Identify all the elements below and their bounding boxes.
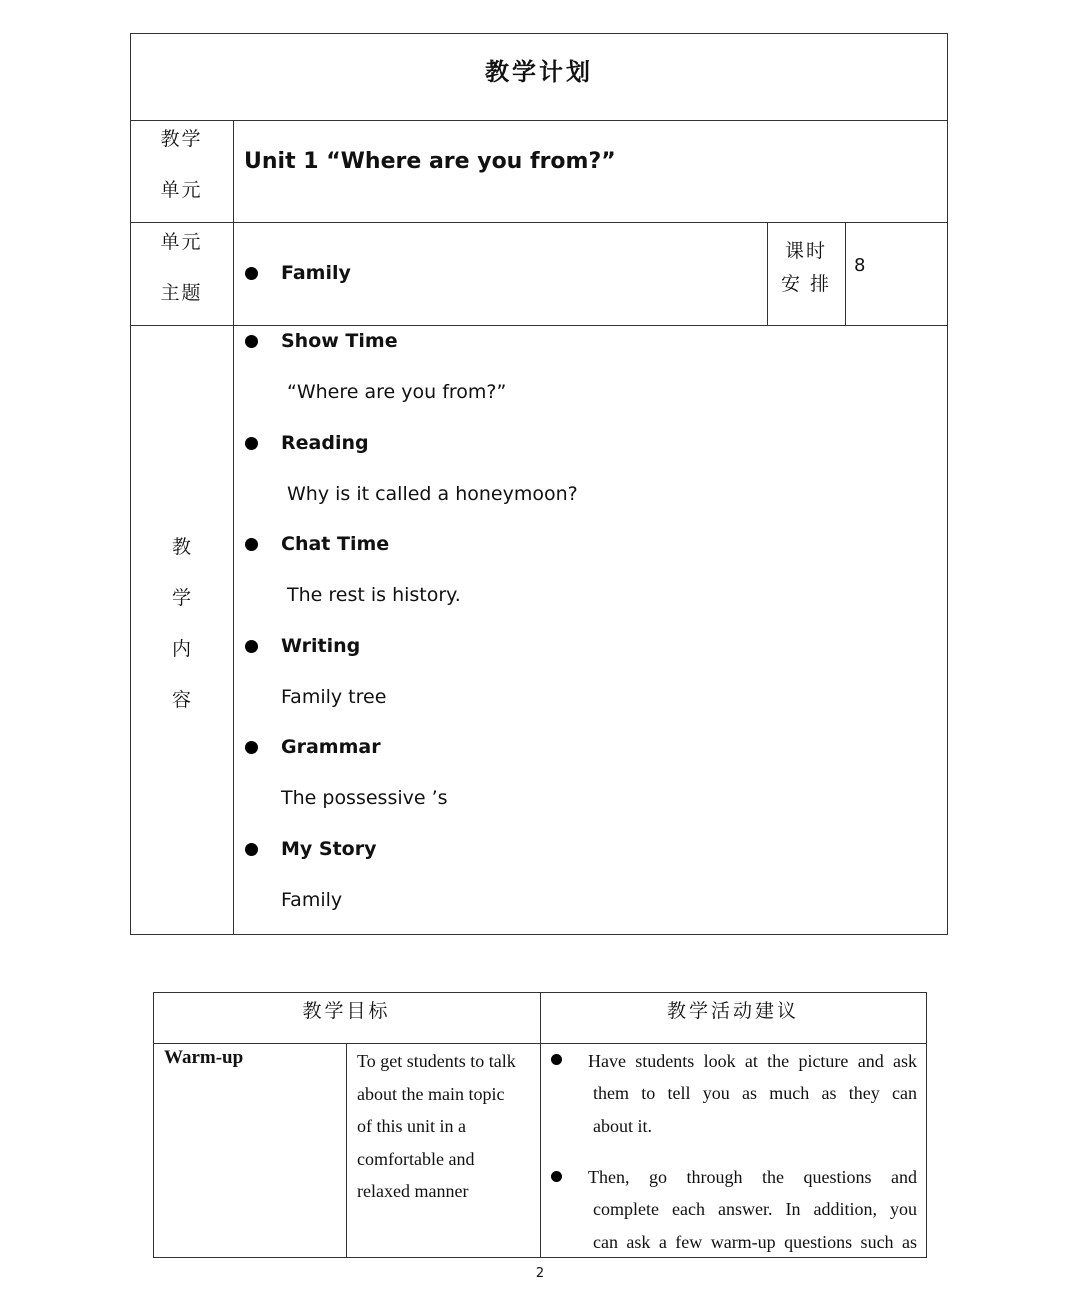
stage-label: Warm-up (164, 1047, 244, 1068)
objective-line: relaxed manner (357, 1181, 469, 1201)
content-item-heading: My Story (281, 838, 377, 860)
plan-divider (130, 325, 948, 326)
content-item-detail: “Where are you from?” (287, 381, 507, 403)
plan-border-right (947, 33, 948, 935)
plan-title: 教学计划 (485, 57, 593, 86)
content-item-detail: The rest is history. (287, 584, 461, 606)
bullet-icon (551, 1054, 562, 1065)
content-item-heading: Grammar (281, 736, 381, 758)
plan-divider (130, 120, 948, 121)
plan-border-bottom (130, 934, 948, 935)
plan-divider (130, 222, 948, 223)
suggestion-text (593, 1077, 917, 1142)
plan-border-left (130, 33, 131, 935)
content-item-heading: Show Time (281, 330, 398, 352)
content-item-heading: Chat Time (281, 533, 390, 555)
suggestion-line: can ask a few warm-up questions such as (593, 1231, 917, 1252)
unit-title: Unit 1 “Where are you from?” (244, 149, 616, 174)
suggestion-text (588, 1161, 917, 1194)
bullet-icon (245, 843, 258, 856)
bullet-icon (245, 640, 258, 653)
bullet-icon (551, 1171, 562, 1182)
activities-col-divider (540, 992, 541, 1258)
plan-border-top (130, 33, 948, 34)
suggestion-line: them to tell you as much as they can (593, 1083, 917, 1103)
content-label-char: 内 (171, 638, 191, 660)
suggestion-line: Then, go through the questions and (588, 1167, 917, 1187)
objective-line: of this unit in a (357, 1116, 466, 1136)
page-number: 2 (535, 1266, 545, 1281)
activities-col-divider (346, 1043, 347, 1258)
bullet-icon (245, 437, 258, 450)
unit-label-line1: 教学 (160, 128, 203, 150)
content-item-detail: Family tree (281, 686, 387, 708)
content-label-char: 容 (171, 689, 191, 711)
hours-value: 8 (854, 255, 866, 276)
suggestion-line: complete each answer. In addition, you (593, 1199, 917, 1219)
suggestion-line: about it. (593, 1115, 652, 1136)
content-item-detail: Family (281, 889, 343, 911)
suggestion-text (593, 1193, 917, 1258)
objective-text (357, 1045, 532, 1208)
objective-line: about the main topic (357, 1083, 505, 1104)
plan-label-divider (233, 120, 234, 935)
suggestion-text (588, 1045, 917, 1078)
content-item-heading: Writing (281, 635, 361, 657)
suggestions-header: 教学活动建议 (666, 1000, 799, 1022)
content-item-detail: Why is it called a honeymoon? (287, 483, 578, 505)
bullet-icon (245, 335, 258, 348)
objective-line: To get students to talk (357, 1051, 516, 1071)
theme-label-line1: 单元 (160, 231, 203, 253)
content-label-char: 学 (171, 587, 191, 609)
theme-value: Family (281, 262, 351, 284)
activities-border-right (926, 992, 927, 1258)
plan-hours-divider (845, 222, 846, 326)
content-item-heading: Reading (281, 432, 369, 454)
activities-border-left (153, 992, 154, 1258)
theme-label-line2: 主题 (160, 282, 203, 304)
bullet-icon (245, 741, 258, 754)
hours-label-line2: 安 排 (780, 273, 832, 295)
objectives-header: 教学目标 (302, 1000, 391, 1022)
suggestion-line: Have students look at the picture and ask (588, 1051, 917, 1071)
content-label-char: 教 (171, 536, 191, 558)
unit-label-line2: 单元 (160, 179, 203, 201)
bullet-icon (245, 267, 258, 280)
hours-label-line1: 课时 (784, 240, 827, 262)
content-item-detail: The possessive ’s (281, 787, 448, 809)
bullet-icon (245, 538, 258, 551)
objective-line: comfortable and (357, 1148, 475, 1169)
